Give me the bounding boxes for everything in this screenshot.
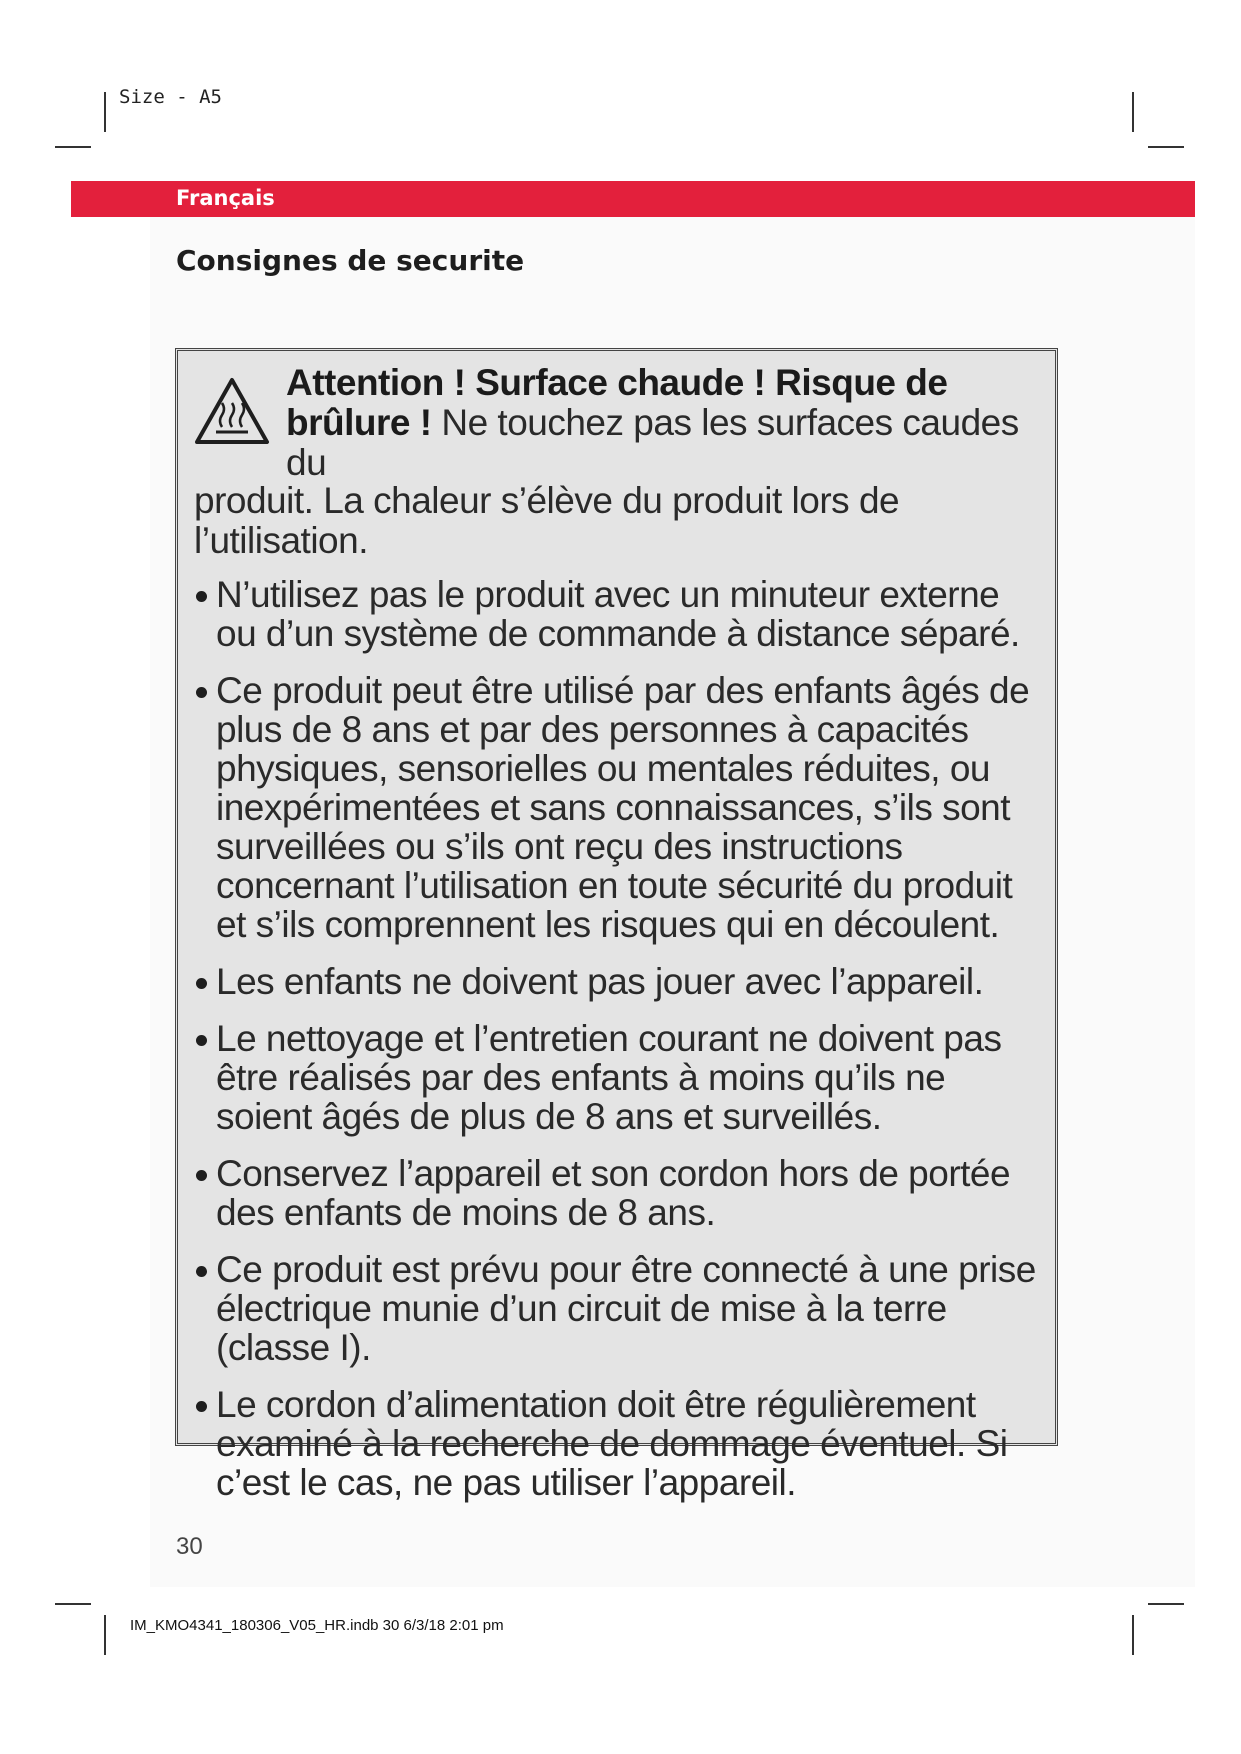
crop-mark [1132,92,1134,132]
warning-title-continued: produit. La chaleur s’élève du produit lors de l’utilisation. [194,480,900,561]
list-item: Ce produit est prévu pour être connecté à une prise électrique munie d’un circuit de mise à la terre (classe I). [194,1250,1041,1367]
list-item: Ce produit peut être utilisé par des enfants âgés de plus de 8 ans et par des personnes à capacités physiques, sensorielles ou mentales réduites, ou inexpérimentées et sans connaissances, s’ils sont surveillées ou s’ils ont reçu des instructions concernant l’utilisation en toute sécurité du produit et s’ils comprennent les risques qui en découlent. [194,671,1041,944]
safety-bullet-list [194,575,1041,1502]
crop-mark [55,1603,91,1605]
language-bar [71,181,1195,217]
warning-title [194,363,1041,483]
crop-mark [104,92,106,132]
page-title: Consignes de securite [176,244,525,277]
crop-mark [104,1615,106,1655]
crop-mark [55,146,91,148]
crop-mark [1132,1615,1134,1655]
print-slug: Size - A5 [119,86,222,108]
warning-title-bold-2: brûlure ! [286,402,432,443]
list-item: Le cordon d’alimentation doit être régulièrement examiné à la recherche de dommage éventuel. Si c’est le cas, ne pas utiliser l’appareil. [194,1385,1041,1502]
crop-mark [1148,1603,1184,1605]
hot-surface-warning-icon [194,377,270,445]
warning-title-bold: Attention ! Surface chaude ! Risque de [286,362,948,403]
list-item: Les enfants ne doivent pas jouer avec l’appareil. [194,962,1041,1001]
list-item: N’utilisez pas le produit avec un minuteur externe ou d’un système de commande à distance séparé. [194,575,1041,653]
warning-title-text: Ne touchez pas les surfaces caudes du [286,402,1019,483]
print-footer: IM_KMO4341_180306_V05_HR.indb 30 6/3/18 2:01 pm [130,1617,504,1634]
list-item: Conservez l’appareil et son cordon hors de portée des enfants de moins de 8 ans. [194,1154,1041,1232]
page-number: 30 [176,1533,203,1560]
crop-mark [1148,146,1184,148]
language-label: Français [176,186,275,210]
warning-header [194,363,1041,483]
list-item: Le nettoyage et l’entretien courant ne doivent pas être réalisés par des enfants à moins qu’ils ne soient âgés de plus de 8 ans et surveillés. [194,1019,1041,1136]
safety-warning-box [175,348,1058,1503]
